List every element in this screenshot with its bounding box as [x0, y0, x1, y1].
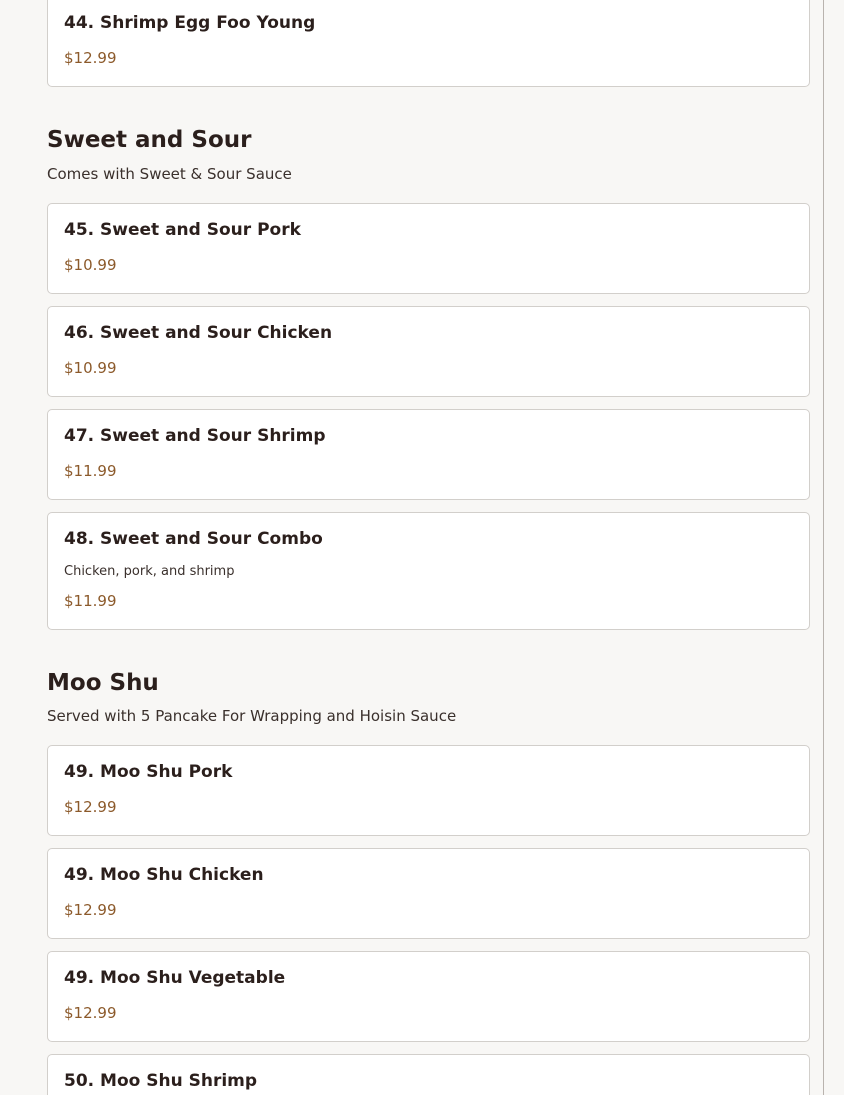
menu-item-card[interactable] [47, 306, 810, 397]
menu-item-price: $12.99 [64, 901, 117, 919]
menu-item-card[interactable] [47, 1054, 810, 1095]
menu-item-name: 47. Sweet and Sour Shrimp [64, 426, 326, 446]
menu-item-price: $11.99 [64, 462, 117, 480]
menu-item-card[interactable] [47, 848, 810, 939]
menu-item-price: $10.99 [64, 359, 117, 377]
content-right-border [823, 0, 824, 1095]
menu-item-name: 48. Sweet and Sour Combo [64, 529, 323, 549]
menu-item-card[interactable] [47, 409, 810, 500]
menu-item-name: 49. Moo Shu Pork [64, 762, 233, 782]
section-title-moo-shu: Moo Shu [47, 670, 159, 696]
menu-item-description: Chicken, pork, and shrimp [64, 564, 235, 579]
menu-item-card[interactable] [47, 203, 810, 294]
menu-item-name: 46. Sweet and Sour Chicken [64, 323, 333, 343]
menu-item-card[interactable] [47, 0, 810, 87]
menu-item-name: 44. Shrimp Egg Foo Young [64, 13, 316, 33]
menu-item-price: $10.99 [64, 256, 117, 274]
menu-item-name: 49. Moo Shu Vegetable [64, 968, 286, 988]
menu-item-card[interactable] [47, 745, 810, 836]
section-subtitle-sweet-and-sour: Comes with Sweet & Sour Sauce [47, 165, 292, 183]
menu-item-card[interactable] [47, 951, 810, 1042]
section-subtitle-moo-shu: Served with 5 Pancake For Wrapping and Hoisin Sauce [47, 707, 457, 725]
menu-item-name: 50. Moo Shu Shrimp [64, 1071, 258, 1091]
section-title-sweet-and-sour: Sweet and Sour [47, 127, 252, 153]
menu-item-price: $12.99 [64, 798, 117, 816]
menu-item-name: 45. Sweet and Sour Pork [64, 220, 301, 240]
menu-item-price: $11.99 [64, 592, 117, 610]
menu-item-price: $12.99 [64, 1004, 117, 1022]
menu-item-card[interactable] [47, 512, 810, 630]
menu-item-price: $12.99 [64, 49, 117, 67]
menu-item-name: 49. Moo Shu Chicken [64, 865, 264, 885]
